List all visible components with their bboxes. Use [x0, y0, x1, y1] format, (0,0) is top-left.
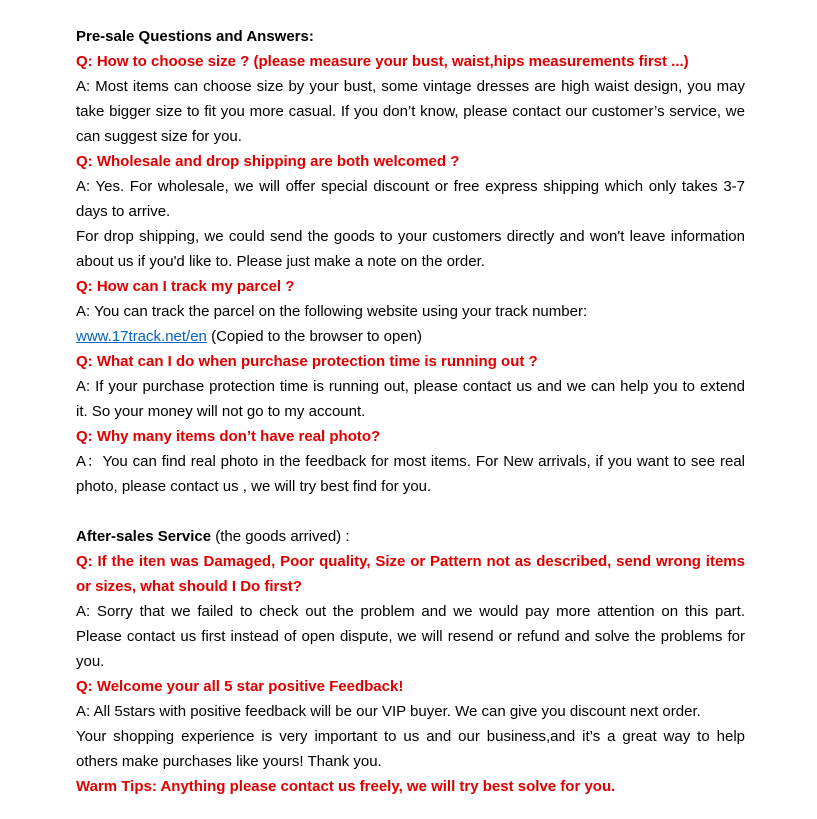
- presale-answer-protection: A: If your purchase protection time is running out, please contact us and we can help you to extend it. So your money will not go to my account.: [76, 378, 745, 420]
- aftersale-answer-damaged: A: Sorry that we failed to check out the problem and we would pay more attention on this part. Please contact us first instead of open dispute, we will resend or refund and solve the problems for you.: [76, 603, 745, 670]
- aftersale-question-damaged: Q: If the iten was Damaged, Poor quality, Size or Pattern not as described, send wrong items or sizes, what should I Do first?: [76, 553, 745, 595]
- aftersale-heading: [76, 524, 745, 549]
- aftersale-heading-bold: After-sales Service: [76, 528, 212, 545]
- presale-answer-wholesale-2: For drop shipping, we could send the goods to your customers directly and won't leave information about us if you'd like to. Please just make a note on the order.: [76, 228, 745, 270]
- track-link-note: (Copied to the browser to open): [206, 328, 423, 345]
- track-link-line: [76, 324, 745, 349]
- presale-question-track: Q: How can I track my parcel ?: [76, 278, 295, 295]
- presale-question-real-photo: Q: Why many items don’t have real photo?: [76, 428, 381, 445]
- aftersale-answer-feedback-2: Your shopping experience is very important to us and our business,and it’s a great way to help others make purchases like yours! Thank you.: [76, 728, 745, 770]
- presale-question-wholesale: Q: Wholesale and drop shipping are both welcomed ?: [76, 153, 460, 170]
- track-website-link[interactable]: www.17track.net/en: [76, 328, 207, 345]
- presale-question-size: Q: How to choose size ? (please measure your bust, waist,hips measurements first ...): [76, 53, 689, 70]
- presale-heading: Pre-sale Questions and Answers:: [76, 28, 314, 45]
- presale-answer-track: A: You can track the parcel on the following website using your track number:: [76, 303, 588, 320]
- presale-answer-size: A: Most items can choose size by your bust, some vintage dresses are high waist design, you may take bigger size to fit you more casual. If you don’t know, please contact our customer’s service, we can suggest size for you.: [76, 78, 745, 145]
- presale-answer-wholesale-1: A: Yes. For wholesale, we will offer special discount or free express shipping which only takes 3-7 days to arrive.: [76, 178, 745, 220]
- aftersale-question-feedback: Q: Welcome your all 5 star positive Feedback!: [76, 678, 404, 695]
- section-gap: [76, 499, 745, 524]
- presale-answer-real-photo: A：You can find real photo in the feedback for most items. For New arrivals, if you want to see real photo, please contact us , we will try best find for you.: [76, 453, 745, 495]
- aftersale-heading-rest: (the goods arrived) :: [211, 528, 350, 545]
- aftersale-answer-feedback-1: A: All 5stars with positive feedback will be our VIP buyer. We can give you discount next order.: [76, 703, 701, 720]
- presale-question-protection: Q: What can I do when purchase protection time is running out ?: [76, 353, 538, 370]
- warm-tips: Warm Tips: Anything please contact us freely, we will try best solve for you.: [76, 778, 616, 795]
